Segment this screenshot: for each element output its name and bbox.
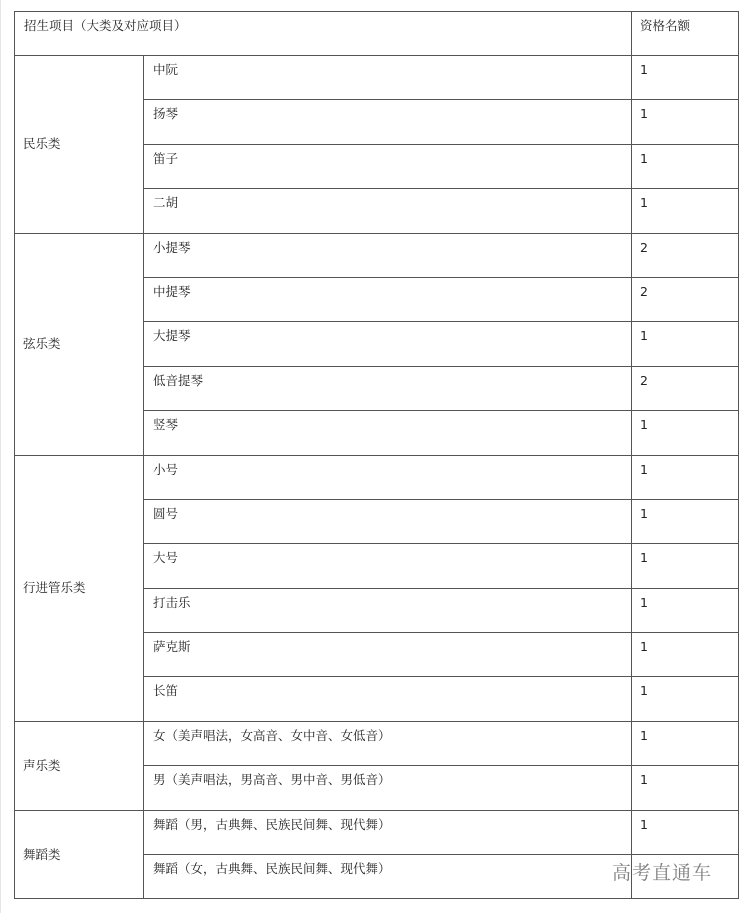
quota-value: 1 bbox=[640, 62, 648, 77]
quota-value: 1 bbox=[640, 328, 648, 344]
item-cell bbox=[144, 366, 632, 410]
item-cell bbox=[144, 455, 632, 499]
item-label: 扬琴 bbox=[153, 106, 179, 122]
category-cell-dance bbox=[15, 810, 144, 899]
quota-cell bbox=[632, 588, 739, 632]
header-project-label: 招生项目（大类及对应项目） bbox=[24, 18, 187, 33]
quota-cell bbox=[632, 189, 739, 233]
table-row bbox=[15, 56, 739, 100]
item-label: 中提琴 bbox=[153, 283, 191, 299]
category-label: 舞蹈类 bbox=[23, 846, 61, 862]
quota-cell bbox=[632, 233, 739, 277]
item-label: 大提琴 bbox=[153, 328, 191, 344]
category-label: 弦乐类 bbox=[23, 336, 61, 352]
quota-value: 1 bbox=[640, 505, 648, 521]
table-row bbox=[15, 233, 739, 277]
item-cell bbox=[144, 233, 632, 277]
item-label: 男（美声唱法，男高音、男中音、男低音） bbox=[153, 772, 391, 788]
item-cell bbox=[144, 810, 632, 854]
item-cell bbox=[144, 499, 632, 543]
quota-cell bbox=[632, 411, 739, 455]
item-cell bbox=[144, 633, 632, 677]
item-cell bbox=[144, 411, 632, 455]
quota-value: 1 bbox=[640, 461, 648, 477]
quota-cell bbox=[632, 766, 739, 810]
item-label: 舞蹈（女，古典舞、民族民间舞、现代舞） bbox=[153, 861, 391, 877]
header-quota-label: 资格名额 bbox=[640, 18, 691, 33]
item-cell bbox=[144, 56, 632, 100]
item-label: 大号 bbox=[153, 550, 179, 566]
enrollment-quota-table bbox=[14, 11, 739, 899]
item-label: 低音提琴 bbox=[153, 372, 204, 388]
quota-cell bbox=[632, 56, 739, 100]
category-cell-folk bbox=[15, 56, 144, 234]
item-cell bbox=[144, 721, 632, 765]
item-cell bbox=[144, 677, 632, 721]
quota-cell bbox=[632, 721, 739, 765]
item-label: 二胡 bbox=[153, 195, 179, 211]
quota-value: 2 bbox=[640, 283, 648, 299]
item-label: 圆号 bbox=[153, 505, 179, 521]
quota-value: 1 bbox=[640, 816, 648, 832]
item-cell bbox=[144, 855, 632, 899]
quota-cell bbox=[632, 366, 739, 410]
item-label: 舞蹈（男，古典舞、民族民间舞、现代舞） bbox=[153, 816, 391, 832]
table-header-row bbox=[15, 12, 739, 56]
item-label: 萨克斯 bbox=[153, 639, 191, 655]
item-label: 长笛 bbox=[153, 683, 179, 699]
item-label: 小提琴 bbox=[153, 239, 191, 255]
item-cell bbox=[144, 277, 632, 321]
quota-cell bbox=[632, 100, 739, 144]
item-cell bbox=[144, 144, 632, 188]
category-cell-vocal bbox=[15, 721, 144, 810]
quota-value: 1 bbox=[640, 106, 648, 122]
table-row bbox=[15, 721, 739, 765]
quota-value: 1 bbox=[640, 727, 648, 743]
quota-cell bbox=[632, 677, 739, 721]
header-project-cell bbox=[15, 12, 632, 56]
category-label: 声乐类 bbox=[23, 757, 61, 773]
item-cell bbox=[144, 322, 632, 366]
quota-cell bbox=[632, 277, 739, 321]
quota-value: 1 bbox=[640, 594, 648, 610]
item-cell bbox=[144, 588, 632, 632]
quota-cell bbox=[632, 144, 739, 188]
quota-cell bbox=[632, 499, 739, 543]
quota-value: 2 bbox=[640, 239, 648, 255]
quota-cell bbox=[632, 455, 739, 499]
page-edge-line bbox=[0, 0, 1, 913]
item-label: 女（美声唱法，女高音、女中音、女低音） bbox=[153, 727, 391, 743]
quota-cell bbox=[632, 810, 739, 854]
table-row bbox=[15, 810, 739, 854]
quota-cell bbox=[632, 322, 739, 366]
item-cell bbox=[144, 189, 632, 233]
category-label: 行进管乐类 bbox=[23, 580, 86, 596]
quota-value: 1 bbox=[640, 195, 648, 211]
watermark: 高考直通车 bbox=[612, 862, 713, 884]
item-cell bbox=[144, 544, 632, 588]
quota-value: 2 bbox=[640, 372, 648, 388]
quota-value: 1 bbox=[640, 417, 648, 433]
category-label: 民乐类 bbox=[23, 136, 61, 152]
item-cell bbox=[144, 766, 632, 810]
quota-value: 1 bbox=[640, 683, 648, 699]
item-label: 中阮 bbox=[153, 62, 179, 77]
document-page bbox=[14, 11, 738, 899]
item-label: 笛子 bbox=[153, 150, 179, 166]
quota-value: 1 bbox=[640, 639, 648, 655]
quota-value: 1 bbox=[640, 550, 648, 566]
quota-value: 1 bbox=[640, 150, 648, 166]
item-label: 竖琴 bbox=[153, 417, 179, 433]
category-cell-strings bbox=[15, 233, 144, 455]
item-label: 打击乐 bbox=[153, 594, 191, 610]
item-label: 小号 bbox=[153, 461, 179, 477]
quota-value: 1 bbox=[640, 772, 648, 788]
item-cell bbox=[144, 100, 632, 144]
category-cell-marching-band bbox=[15, 455, 144, 721]
quota-cell bbox=[632, 544, 739, 588]
header-quota-cell bbox=[632, 12, 739, 56]
table-row bbox=[15, 455, 739, 499]
quota-cell bbox=[632, 633, 739, 677]
